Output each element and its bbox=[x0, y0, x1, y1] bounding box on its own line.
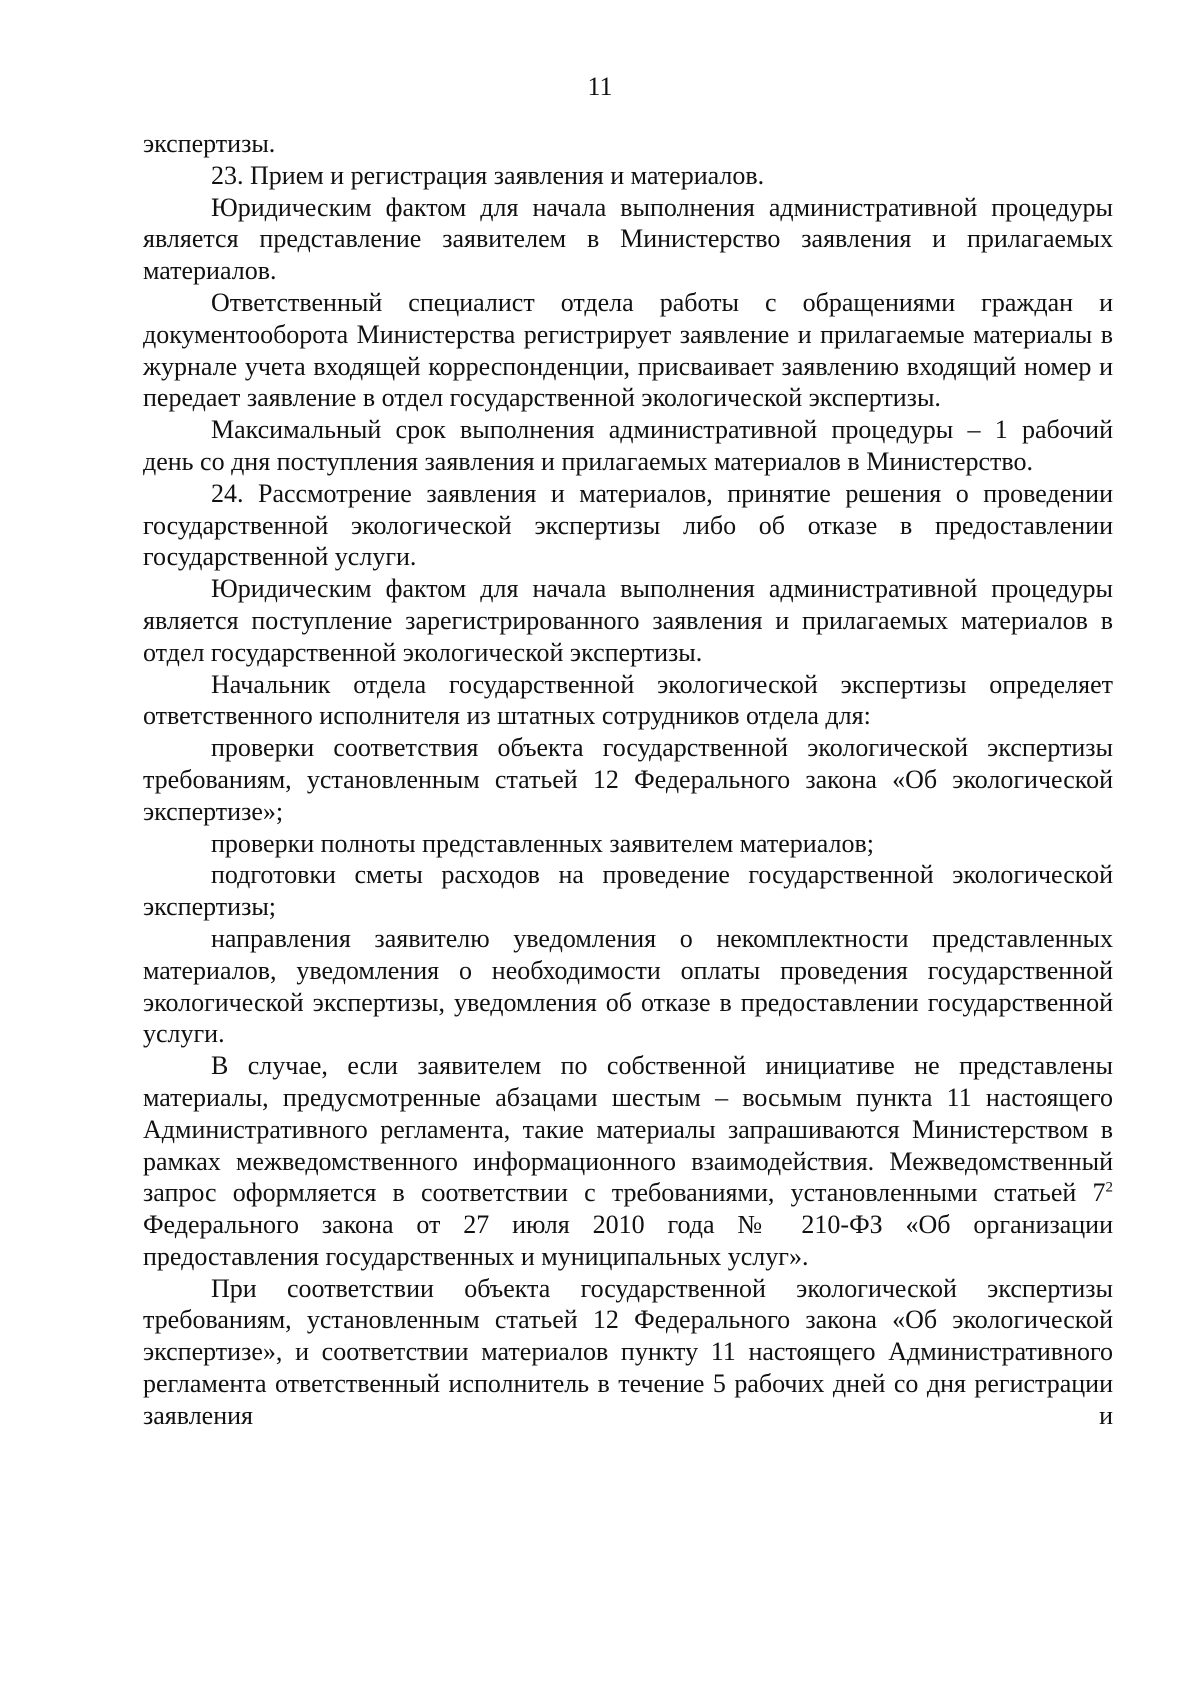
paragraph: Максимальный срок выполнения административной процедуры – 1 рабочий день со дня поступления заявления и прилагаемых материалов в Министерство. bbox=[143, 415, 1113, 476]
paragraph-text: В случае, если заявителем по собственной инициативе не представлены материалы, предусмотренные абзацами шестым – восьмым пункта 11 настоящего Административного регламента, такие материалы запрашиваются Министерством в рамках межведомственного информационного взаимодействия. Межведомственный запрос оформляется в соответствии с требованиями, установленными статьей 7 bbox=[143, 1051, 1113, 1208]
paragraph bbox=[143, 1050, 1113, 1273]
section-23-heading: 23. Прием и регистрация заявления и материалов. bbox=[211, 160, 765, 190]
paragraph: Юридическим фактом для начала выполнения административной процедуры является представление заявителем в Министерство заявления и прилагаемых материалов. bbox=[143, 192, 1113, 286]
section-24-heading: 24. Рассмотрение заявления и материалов, принятие решения о проведении государственной экологической экспертизы либо об отказе в предоставлении государственной услуги. bbox=[143, 478, 1113, 572]
list-item: проверки соответствия объекта государственной экологической экспертизы требованиям, установленным статьей 12 Федерального закона «Об экологической экспертизе»; bbox=[143, 733, 1113, 826]
paragraph: Начальник отдела государственной экологической экспертизы определяет ответственного исполнителя из штатных сотрудников отдела для: bbox=[143, 669, 1113, 731]
paragraph: Ответственный специалист отдела работы с обращениями граждан и документооборота Министерства регистрирует заявление и прилагаемые материалы в журнале учета входящей корреспонденции, присваивает заявлению входящий номер и передает заявление в отдел государственной экологической экспертизы. bbox=[143, 287, 1113, 413]
paragraph-text: Федерального закона от 27 июля 2010 года № 210-ФЗ «Об организации предоставления государственных и муниципальных услуг». bbox=[143, 1210, 1113, 1271]
superscript: 2 bbox=[1105, 1179, 1113, 1196]
paragraph: При соответствии объекта государственной экологической экспертизы требованиям, установленным статьей 12 Федерального закона «Об экологической экспертизе», и соответствии материалов пункту 11 настоящего Административного регламента ответственный исполнитель в течение 5 рабочих дней со дня регистрации заявления и bbox=[143, 1273, 1113, 1430]
document-body bbox=[143, 128, 1113, 1432]
list-item: подготовки сметы расходов на проведение государственной экологической экспертизы; bbox=[143, 860, 1113, 922]
list-item: проверки полноты представленных заявителем материалов; bbox=[211, 828, 874, 858]
list-item: направления заявителю уведомления о некомплектности представленных материалов, уведомления о необходимости оплаты проведения государственной экологической экспертизы, уведомления об отказе в предоставлении государственной услуги. bbox=[143, 923, 1113, 1049]
page-number: 11 bbox=[587, 72, 613, 101]
paragraph-continuation: экспертизы. bbox=[143, 129, 276, 158]
paragraph: Юридическим фактом для начала выполнения административной процедуры является поступление зарегистрированного заявления и прилагаемых материалов в отдел государственной экологической экспертизы. bbox=[143, 574, 1113, 667]
